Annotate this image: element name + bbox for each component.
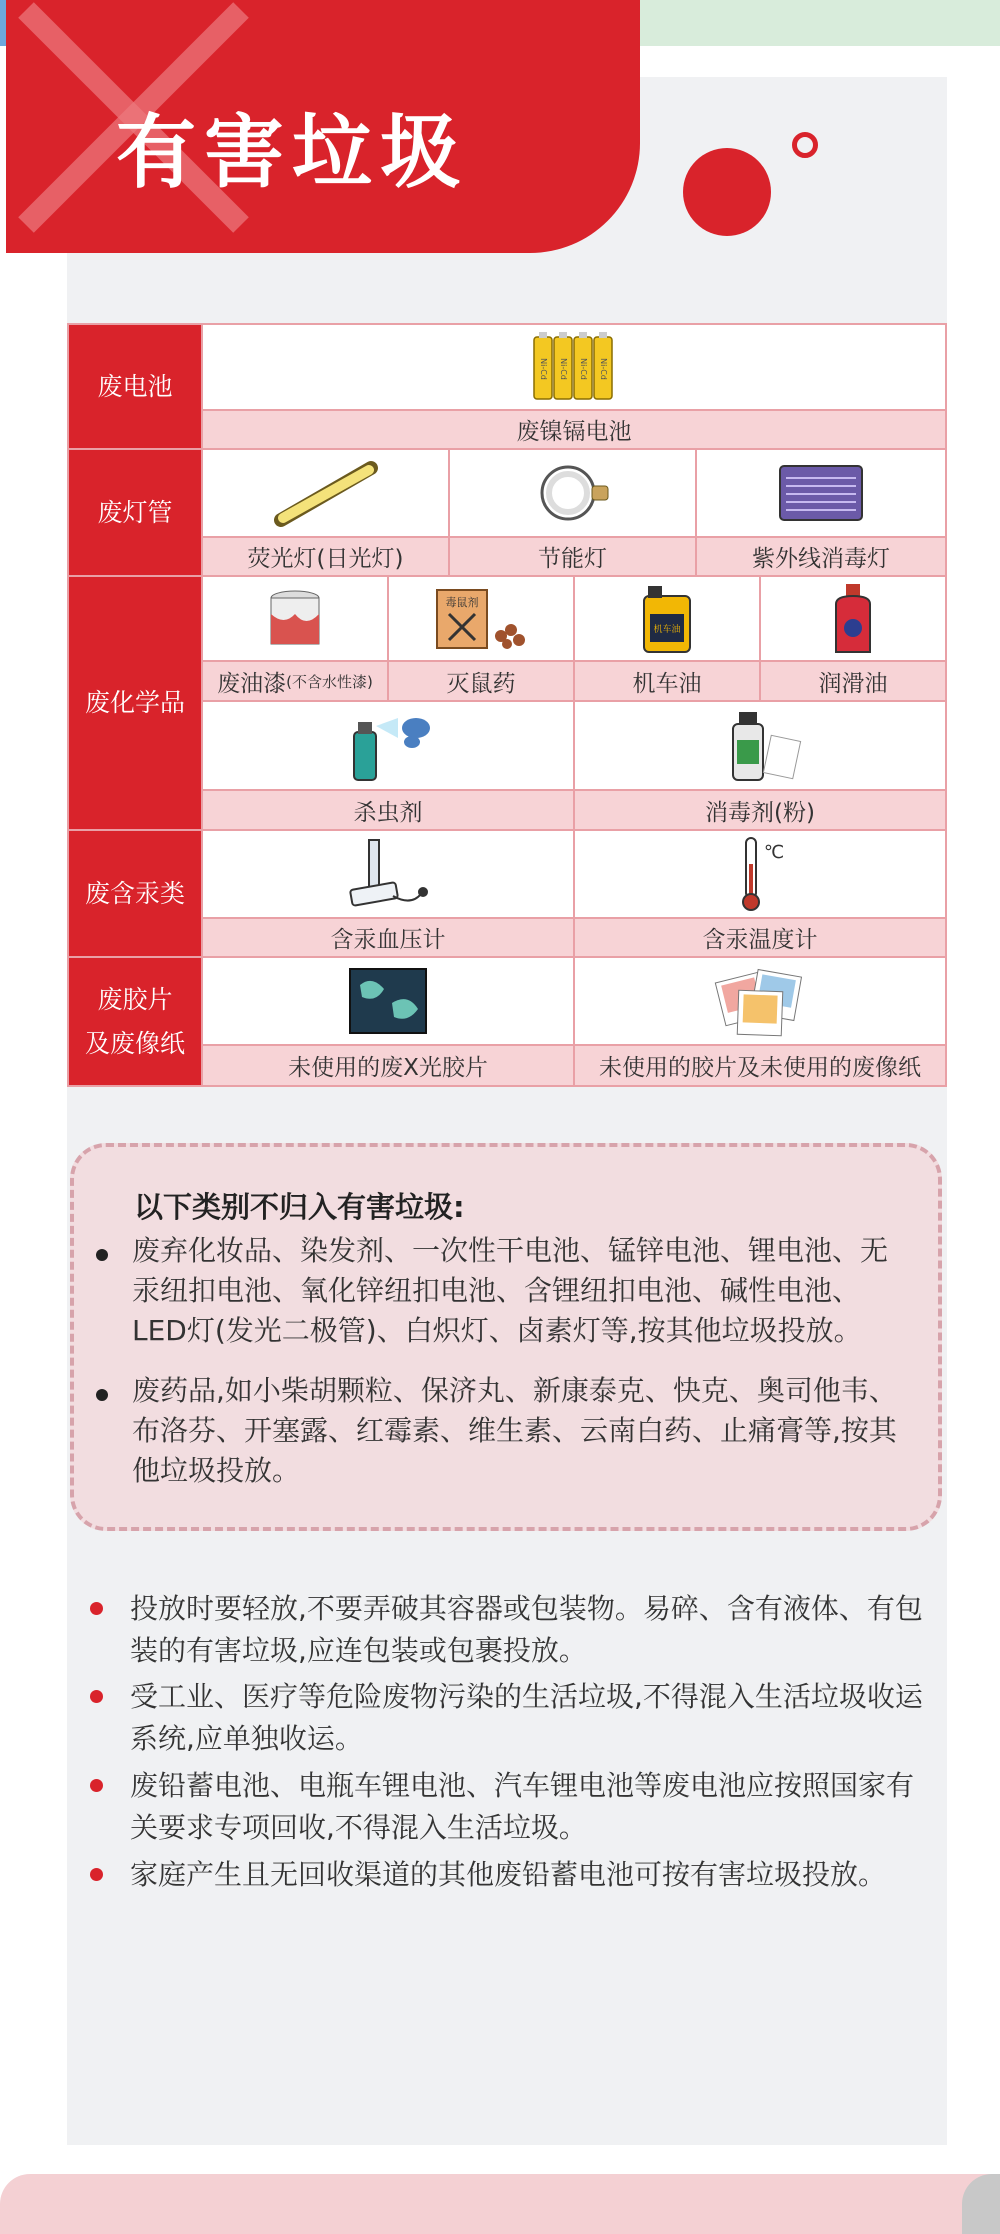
tip-item: 家庭产生且无回收渠道的其他废铅蓄电池可按有害垃圾投放。: [130, 1858, 887, 1891]
uv-lamp-image-cell: [695, 448, 947, 538]
rat-poison-icon: [431, 584, 531, 654]
bullet-icon: [90, 1690, 103, 1703]
category-cell: [67, 956, 203, 1087]
bullet-icon: [96, 1389, 108, 1401]
item-label: 灭鼠药: [387, 660, 575, 702]
category-cell: 废电池: [67, 323, 203, 450]
motor-oil-can-icon: [632, 582, 702, 656]
category-cell: 废灯管: [67, 448, 203, 577]
energy-saving-lamp-image-cell: [448, 448, 697, 538]
page-title: 有害垃圾: [116, 106, 468, 199]
thermometer-icon: [730, 834, 790, 914]
lubricant-bottle-icon: [828, 582, 878, 656]
item-label: 杀虫剂: [201, 789, 575, 831]
disinfectant-bottle-icon: [715, 708, 805, 784]
table-row: [67, 956, 947, 1087]
fluorescent-lamp-image-cell: [201, 448, 450, 538]
item-label: 未使用的胶片及未使用的废像纸: [573, 1044, 947, 1087]
sphygmomanometer-image-cell: [201, 829, 575, 919]
item-label-text: 废油漆: [217, 670, 287, 697]
item-label: 消毒剂(粉): [573, 789, 947, 831]
header-banner: [6, 0, 640, 253]
item-label: 荧光灯(日光灯): [201, 536, 450, 577]
category-line: 废胶片: [97, 984, 173, 1014]
item-label: 润滑油: [759, 660, 947, 702]
rat-poison-image-cell: [387, 575, 575, 662]
thermometer-image-cell: [573, 829, 947, 919]
category-cell: 废含汞类: [67, 829, 203, 958]
xray-film-icon: [346, 963, 430, 1039]
item-label: [201, 660, 389, 702]
bottom-banner: [0, 2174, 1000, 2234]
top-banner-strip-light: [640, 0, 1000, 46]
bullet-icon: [90, 1868, 103, 1881]
bullet-icon: [90, 1779, 103, 1792]
battery-icon: [532, 331, 616, 403]
table-row: [67, 448, 947, 577]
battery-label-text: Ni-Cd: [559, 358, 568, 380]
tip-item: 废铅蓄电池、电瓶车锂电池、汽车锂电池等废电池应按照国家有关要求专项回收,不得混入生活垃圾。: [130, 1769, 915, 1844]
table-row: [67, 829, 947, 958]
battery-label-text: Ni-Cd: [539, 358, 548, 380]
item-label: 含汞血压计: [201, 917, 575, 958]
bullet-icon: [90, 1602, 103, 1615]
disinfectant-image-cell: [573, 700, 947, 791]
item-label: 紫外线消毒灯: [695, 536, 947, 577]
battery-image-cell: [201, 323, 947, 411]
tip-item: 投放时要轻放,不要弄破其容器或包装物。易碎、含有液体、有包装的有害垃圾,应连包装或包裹投放。: [130, 1592, 923, 1667]
paint-can-icon: [260, 584, 330, 654]
notice-item: 废弃化妆品、染发剂、一次性干电池、锰锌电池、锂电池、无汞纽扣电池、氧化锌纽扣电池、含锂纽扣电池、碱性电池、LED灯(发光二极管)、白炽灯、卤素灯等,按其他垃圾投放。: [132, 1234, 889, 1347]
bullet-icon: [96, 1249, 108, 1261]
notice-item: 废药品,如小柴胡颗粒、保济丸、新康泰克、快克、奥司他韦、布洛芬、开塞露、红霉素、维生素、云南白药、止痛膏等,按其他垃圾投放。: [132, 1374, 897, 1487]
table-row: [67, 323, 947, 450]
battery-label-text: Ni-Cd: [579, 358, 588, 380]
insecticide-image-cell: [201, 700, 575, 791]
item-label: 节能灯: [448, 536, 697, 577]
photo-paper-icon: [710, 963, 810, 1039]
fluorescent-tube-icon: [271, 458, 381, 528]
decorative-dot: [683, 148, 771, 236]
poison-label-text: 毒鼠剂: [445, 595, 479, 609]
lubricant-image-cell: [759, 575, 947, 662]
table-row: [67, 575, 947, 831]
battery-label-text: Ni-Cd: [599, 358, 608, 380]
exclusion-notice-box: [70, 1143, 942, 1531]
item-label-note: (不含水性漆): [286, 672, 373, 691]
item-label: 含汞温度计: [573, 917, 947, 958]
insecticide-spray-icon: [338, 708, 438, 784]
oil-label-text: 机车油: [653, 624, 681, 635]
celsius-label-text: ℃: [763, 842, 785, 863]
energy-saving-lamp-icon: [528, 458, 618, 528]
tip-item: 受工业、医疗等危险废物污染的生活垃圾,不得混入生活垃圾收运系统,应单独收运。: [130, 1680, 923, 1755]
category-line: 及废像纸: [84, 1028, 185, 1058]
photo-paper-image-cell: [573, 956, 947, 1046]
uv-disinfection-lamp-icon: [776, 458, 866, 528]
xray-film-image-cell: [201, 956, 575, 1046]
item-label: 未使用的废X光胶片: [201, 1044, 575, 1087]
item-label: 废镍镉电池: [201, 409, 947, 450]
paint-image-cell: [201, 575, 389, 662]
category-cell: 废化学品: [67, 575, 203, 831]
notice-title: 以下类别不归入有害垃圾:: [134, 1190, 465, 1224]
motor-oil-image-cell: [573, 575, 761, 662]
item-label: 机车油: [573, 660, 761, 702]
blood-pressure-meter-icon: [343, 836, 433, 912]
decorative-ring: [792, 132, 818, 158]
